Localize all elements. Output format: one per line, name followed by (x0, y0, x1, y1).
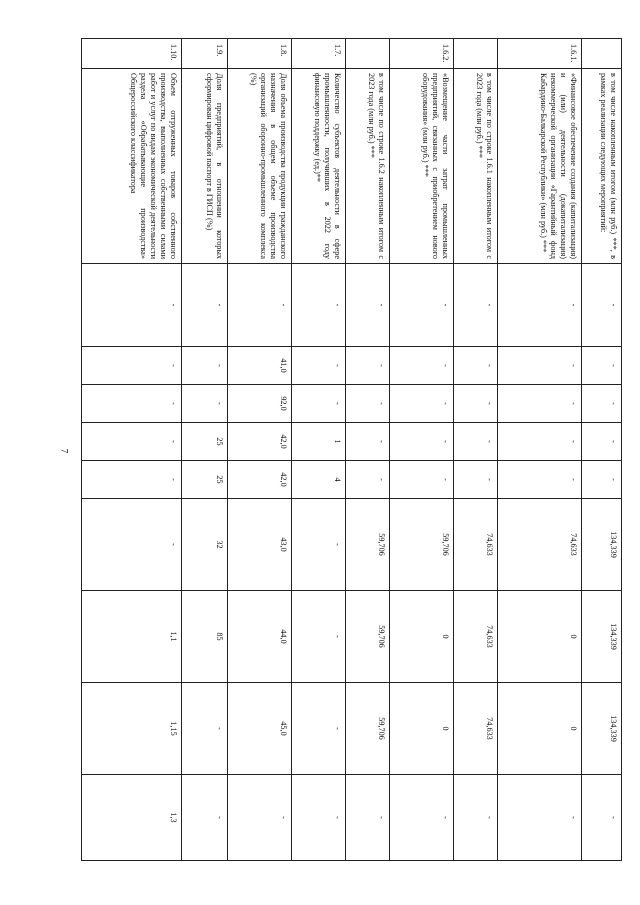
row-number: 1.7. (292, 39, 346, 69)
value-cell: - (292, 347, 346, 385)
value-cell: 0 (390, 683, 454, 775)
value-cell: - (346, 775, 390, 861)
value-cell: - (228, 775, 292, 861)
indicator-name: в том числе по строке 1.6.1 накопленным итогом с 2023 года (млн руб.) *** (454, 69, 498, 264)
value-cell: 44,0 (228, 591, 292, 683)
value-cell: 25 (182, 423, 228, 461)
value-cell: 1,15 (82, 683, 182, 775)
value-cell: 85 (182, 591, 228, 683)
indicators-table-rotated (82, 38, 622, 860)
table-row (498, 39, 582, 861)
row-number: 1.8. (228, 39, 292, 69)
table-row (582, 39, 622, 861)
value-cell: - (498, 347, 582, 385)
value-cell: - (346, 264, 390, 347)
value-cell: 134,339 (582, 499, 622, 591)
value-cell: - (498, 461, 582, 499)
table-row (390, 39, 454, 861)
value-cell: - (582, 461, 622, 499)
value-cell: - (292, 264, 346, 347)
indicator-name: «Финансовое обеспечение создания (капитализация) и (или) деятельности (докапитализация) некоммерческой организации «Гарантийный фонд Кабардино-Балкарской Республики» (млн руб.) *** (498, 69, 582, 264)
value-cell: - (498, 775, 582, 861)
value-cell: - (182, 385, 228, 423)
value-cell: - (454, 461, 498, 499)
indicators-table (81, 38, 622, 861)
value-cell: 1,1 (82, 591, 182, 683)
value-cell: 59,706 (346, 591, 390, 683)
table-row (228, 39, 292, 861)
value-cell: - (498, 423, 582, 461)
value-cell: - (292, 499, 346, 591)
value-cell: - (182, 264, 228, 347)
value-cell: - (82, 499, 182, 591)
value-cell: - (292, 385, 346, 423)
indicator-name: «Возмещение части затрат промышленных предприятий, связанных с приобретением нового оборудования» (млн руб.) *** (390, 69, 454, 264)
value-cell: - (390, 264, 454, 347)
table-row (82, 39, 182, 861)
table-row (292, 39, 346, 861)
value-cell: 74,633 (454, 683, 498, 775)
table-row (454, 39, 498, 861)
value-cell: 0 (390, 591, 454, 683)
value-cell: - (182, 775, 228, 861)
row-number: 1.6.1. (498, 39, 582, 69)
value-cell: 74,633 (454, 591, 498, 683)
value-cell: 0 (498, 591, 582, 683)
value-cell: - (82, 461, 182, 499)
indicator-name: Количество субъектов деятельности в сфере промышленности, получивших в 2022 году финансовую поддержку (ед.)** (292, 69, 346, 264)
indicator-name: в том числе по строке 1.6.2 накопленным итогом с 2023 года (млн руб.) *** (346, 69, 390, 264)
value-cell: 74,633 (498, 499, 582, 591)
value-cell: - (454, 775, 498, 861)
value-cell: 1,3 (82, 775, 182, 861)
value-cell: - (346, 347, 390, 385)
indicator-name: в том числе накопленным итогом (млн руб.) ***, в рамках реализации следующих мероприятий: (582, 69, 622, 264)
value-cell: - (390, 461, 454, 499)
value-cell: 59,706 (390, 499, 454, 591)
row-number: 1.10. (82, 39, 182, 69)
value-cell: - (582, 423, 622, 461)
value-cell: - (228, 264, 292, 347)
value-cell: 0 (498, 683, 582, 775)
value-cell: 4 (292, 461, 346, 499)
value-cell: 32 (182, 499, 228, 591)
value-cell: - (390, 347, 454, 385)
value-cell: - (582, 775, 622, 861)
value-cell: - (346, 423, 390, 461)
value-cell: - (82, 264, 182, 347)
indicator-name: Доля объема производства продукции гражданского назначения в общем объеме производства организаций оборонно-промышленного комплекса (%) (228, 69, 292, 264)
value-cell: 74,633 (454, 499, 498, 591)
value-cell: 134,339 (582, 683, 622, 775)
indicator-name: Объем отгруженных товаров собственного производства, выполненных собственными силами работ и услуг по видам экономической деятельности раздела «Обрабатывающие производства» Общероссийского классификатора (82, 69, 182, 264)
value-cell: - (82, 347, 182, 385)
row-number (346, 39, 390, 69)
value-cell: 1 (292, 423, 346, 461)
value-cell: 42,0 (228, 423, 292, 461)
value-cell: - (498, 264, 582, 347)
value-cell: - (582, 385, 622, 423)
value-cell: - (82, 423, 182, 461)
value-cell: - (390, 385, 454, 423)
value-cell: - (346, 461, 390, 499)
value-cell: 25 (182, 461, 228, 499)
value-cell: 92,0 (228, 385, 292, 423)
value-cell: - (82, 385, 182, 423)
row-number: 1.6.2. (390, 39, 454, 69)
value-cell: 45,0 (228, 683, 292, 775)
value-cell: 42,0 (228, 461, 292, 499)
value-cell: - (454, 423, 498, 461)
value-cell: - (454, 264, 498, 347)
value-cell: - (390, 775, 454, 861)
value-cell: 41,0 (228, 347, 292, 385)
value-cell: - (182, 683, 228, 775)
value-cell: - (454, 347, 498, 385)
value-cell: - (346, 385, 390, 423)
value-cell: - (582, 347, 622, 385)
value-cell: 43,0 (228, 499, 292, 591)
value-cell: - (498, 385, 582, 423)
page-number: 7 (59, 448, 70, 454)
row-number (454, 39, 498, 69)
row-number: 1.9. (182, 39, 228, 69)
value-cell: - (390, 423, 454, 461)
value-cell: - (182, 347, 228, 385)
value-cell: 59,706 (346, 683, 390, 775)
indicator-name: Доля предприятий, в отношении которых сформирован цифровой паспорт в ГИСП (%) (182, 69, 228, 264)
value-cell: - (582, 264, 622, 347)
table-row (346, 39, 390, 861)
value-cell: 134,339 (582, 591, 622, 683)
value-cell: - (454, 385, 498, 423)
value-cell: - (292, 683, 346, 775)
value-cell: 59,706 (346, 499, 390, 591)
value-cell: - (292, 591, 346, 683)
value-cell: - (292, 775, 346, 861)
row-number (582, 39, 622, 69)
table-row (182, 39, 228, 861)
